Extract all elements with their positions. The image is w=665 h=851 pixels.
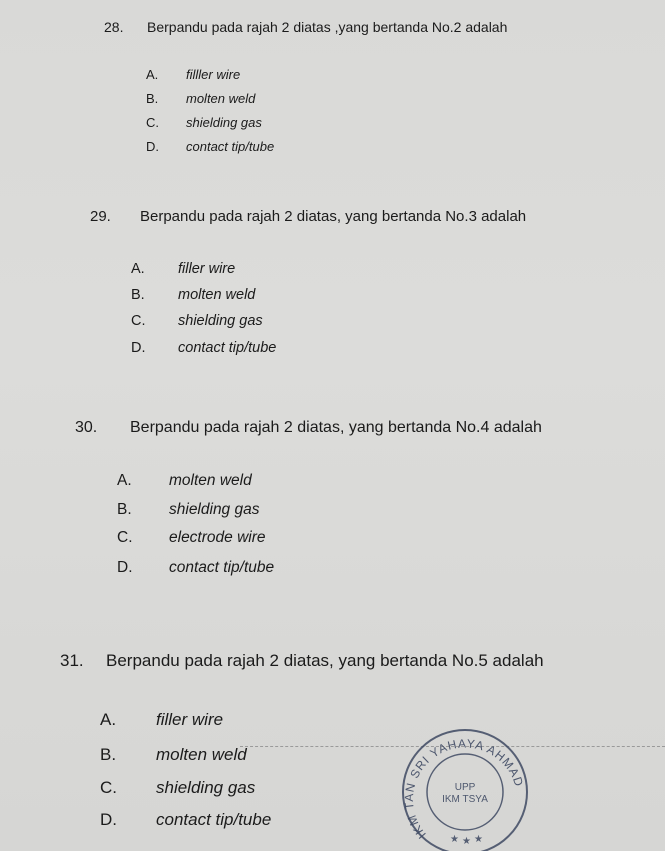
option-letter: C.: [100, 778, 117, 797]
stamp-center-line1: UPP: [454, 782, 476, 793]
stamp-stars: [450, 834, 483, 847]
stamp-center-line2: IKM TSYA: [442, 794, 488, 805]
option-text: molten weld: [178, 287, 256, 303]
option-text: shielding gas: [156, 778, 256, 797]
svg-text:★: ★: [474, 834, 483, 845]
option-text: shielding gas: [186, 115, 262, 130]
option-text: filller wire: [186, 67, 241, 82]
question-text: Berpandu pada rajah 2 diatas, yang bertanda No.3 adalah: [140, 208, 527, 225]
option-letter: C.: [146, 115, 159, 130]
option-letter: B.: [131, 287, 145, 303]
option-text: filler wire: [156, 710, 224, 729]
question-number: 31.: [60, 651, 84, 670]
question-text: Berpandu pada rajah 2 diatas, yang bertanda No.5 adalah: [106, 651, 544, 670]
question-text: Berpandu pada rajah 2 diatas, yang bertanda No.4 adalah: [130, 419, 542, 436]
option-letter: A.: [117, 472, 132, 489]
option-letter: B.: [146, 91, 159, 106]
option-text: molten weld: [169, 472, 252, 489]
option-text: molten weld: [186, 91, 256, 106]
option-letter: A.: [131, 261, 145, 277]
question-number: 30.: [75, 419, 98, 436]
option-text: shielding gas: [169, 501, 260, 518]
option-letter: B.: [117, 501, 132, 518]
question-number: 29.: [90, 208, 111, 225]
svg-text:★: ★: [450, 834, 459, 845]
option-text: contact tip/tube: [178, 340, 277, 356]
question-text: Berpandu pada rajah 2 diatas ,yang bertanda No.2 adalah: [147, 19, 508, 35]
option-text: contact tip/tube: [186, 139, 275, 154]
option-letter: A.: [146, 67, 159, 82]
option-text: filler wire: [178, 261, 236, 277]
option-text: contact tip/tube: [169, 559, 275, 576]
option-letter: B.: [100, 745, 117, 764]
option-letter: D.: [117, 559, 133, 576]
stamp-ring-text: IKM TAN SRI YAHAYA AHMAD: [401, 736, 527, 842]
institution-stamp: [400, 720, 530, 851]
svg-text:★: ★: [462, 836, 471, 847]
option-letter: D.: [146, 139, 159, 154]
option-letter: D.: [131, 340, 146, 356]
option-letter: C.: [131, 313, 146, 329]
question-number: 28.: [104, 19, 124, 35]
option-text: shielding gas: [178, 313, 263, 329]
option-text: contact tip/tube: [156, 810, 272, 829]
option-letter: A.: [100, 710, 117, 729]
option-text: molten weld: [156, 745, 247, 764]
option-letter: C.: [117, 529, 133, 546]
option-letter: D.: [100, 810, 117, 829]
option-text: electrode wire: [169, 529, 266, 546]
